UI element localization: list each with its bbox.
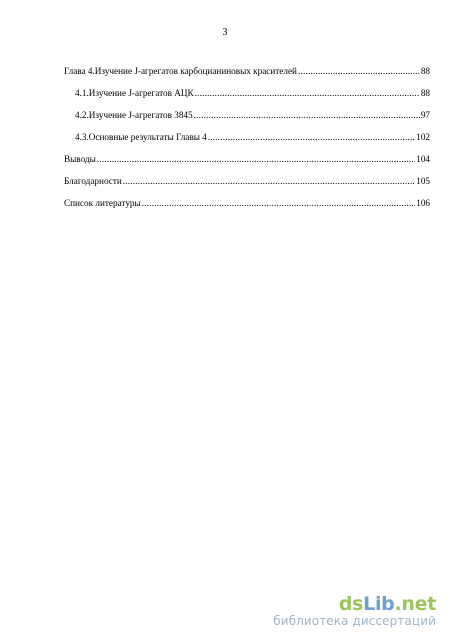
toc-entry-title: Изучение J-агрегатов 3845 bbox=[88, 110, 193, 120]
toc-entry-page: 102 bbox=[416, 132, 430, 142]
toc-entry-number: 4.2. bbox=[75, 110, 89, 120]
toc-entry-chapter-4 bbox=[64, 66, 430, 88]
toc-entry-title: Благодарности bbox=[64, 176, 122, 186]
toc-entry-acknowledgements bbox=[64, 176, 430, 198]
logo-net-text: .net bbox=[394, 593, 436, 615]
toc-dot-leader bbox=[97, 154, 415, 165]
dslib-logo bbox=[273, 594, 436, 614]
toc-entry-page: 88 bbox=[420, 88, 430, 98]
toc-dot-leader bbox=[142, 198, 416, 209]
toc-entry-4-2 bbox=[64, 110, 430, 132]
table-of-contents bbox=[64, 66, 430, 220]
toc-entry-page: 106 bbox=[416, 198, 430, 208]
toc-dot-leader bbox=[194, 110, 420, 121]
toc-dot-leader bbox=[298, 66, 420, 77]
toc-entry-page: 105 bbox=[416, 176, 430, 186]
toc-dot-leader bbox=[195, 88, 420, 99]
toc-dot-leader bbox=[208, 132, 415, 143]
toc-entry-4-1 bbox=[64, 88, 430, 110]
toc-entry-title: Изучение J-агрегатов АЦК bbox=[88, 88, 194, 98]
toc-entry-title: Изучение J-агрегатов карбоцианиновых красителей bbox=[94, 66, 297, 76]
toc-entry-title: Основные результаты Главы 4 bbox=[88, 132, 207, 142]
toc-entry-page: 104 bbox=[416, 154, 430, 164]
toc-entry-references bbox=[64, 198, 430, 220]
logo-lib-text: Lib bbox=[363, 593, 395, 615]
toc-entry-title: Выводы bbox=[64, 154, 96, 164]
toc-dot-leader bbox=[123, 176, 415, 187]
watermark-subtitle: библиотека диссертаций bbox=[273, 614, 436, 628]
toc-entry-number: Глава 4. bbox=[64, 66, 95, 76]
toc-entry-page: 88 bbox=[420, 66, 430, 76]
toc-entry-number: 4.3. bbox=[75, 132, 89, 142]
toc-entry-conclusions bbox=[64, 154, 430, 176]
toc-entry-4-3 bbox=[64, 132, 430, 154]
toc-entry-page: 97 bbox=[420, 110, 430, 120]
dslib-watermark bbox=[273, 594, 436, 628]
toc-entry-title: Список литературы bbox=[64, 198, 141, 208]
toc-entry-number: 4.1. bbox=[75, 88, 89, 98]
page-number: 3 bbox=[222, 27, 228, 38]
logo-ds-text: ds bbox=[338, 593, 364, 615]
